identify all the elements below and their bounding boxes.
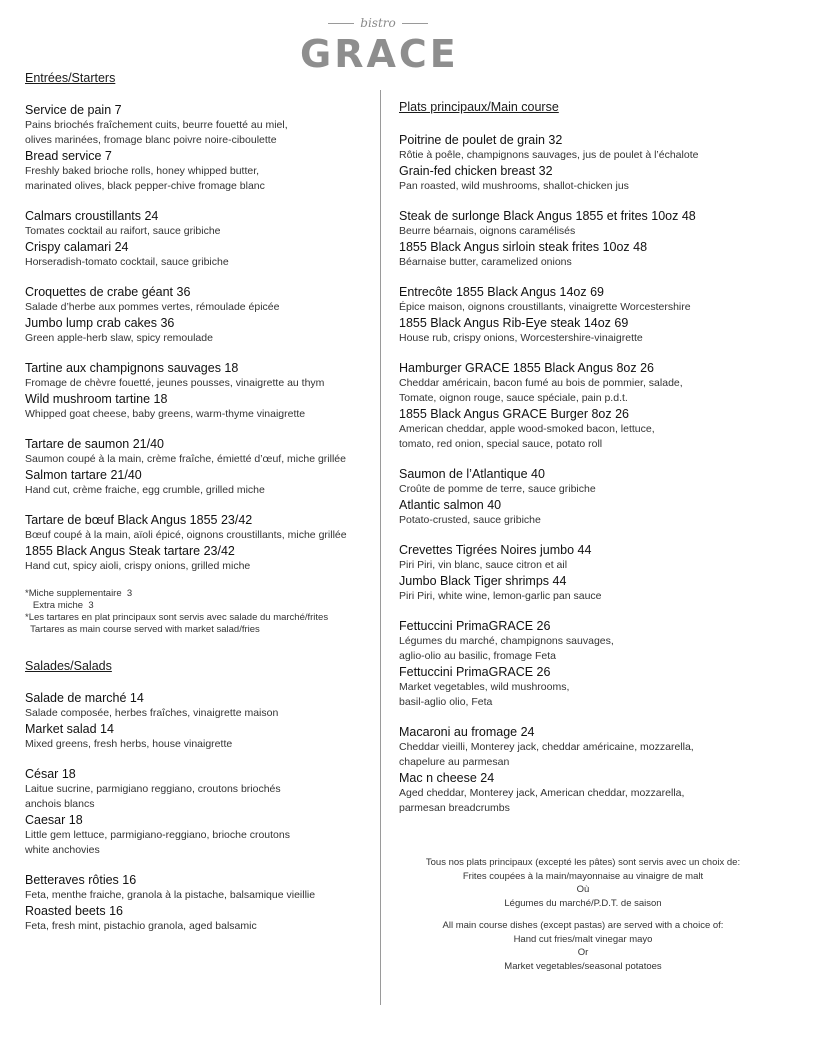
footnote-line-en: All main course dishes (except pastas) are served with a choice of:: [442, 920, 724, 931]
dish-description-fr: Saumon coupé à la main, crème fraîche, émietté d’œuf, miche grillée: [25, 453, 346, 465]
dish-title-fr: Tartare de saumon 21/40: [25, 437, 164, 451]
dish-title-en: Bread service 7: [25, 149, 112, 163]
dish-title-fr: Fettuccini PrimaGRACE 26: [399, 619, 551, 633]
dish-description-en: marinated olives, black pepper-chive fromage blanc: [25, 180, 265, 192]
dish-title-en: Atlantic salmon 40: [399, 498, 502, 512]
footnote-line-en: Hand cut fries/malt vinegar mayo: [513, 933, 653, 945]
note-line: Extra miche 3: [25, 600, 94, 611]
dish-description-en: Potato-crusted, sauce gribiche: [399, 514, 541, 526]
dish-description-en: Béarnaise butter, caramelized onions: [399, 256, 572, 268]
salads-list: [25, 690, 375, 934]
logo-script-text: bistro: [360, 16, 396, 30]
dish-description-en: Freshly baked brioche rolls, honey whipped butter,: [25, 165, 260, 177]
menu-item: [399, 360, 799, 452]
footnote-line-fr: Où: [576, 884, 590, 895]
dish-description-fr: Fromage de chèvre fouetté, jeunes pousses, vinaigrette au thym: [25, 377, 325, 389]
footnote-line-fr: Légumes du marché/P.D.T. de saison: [504, 897, 662, 909]
dish-title-fr: Entrecôte 1855 Black Angus 14oz 69: [399, 285, 605, 299]
dish-description-en: Little gem lettuce, parmigiano-reggiano, brioche croutons: [25, 829, 290, 841]
dish-title-en: 1855 Black Angus sirloin steak frites 10oz 48: [399, 240, 648, 254]
menu-item: [25, 436, 375, 498]
dish-title-en: Wild mushroom tartine 18: [25, 392, 168, 406]
dish-description-en: Feta, fresh mint, pistachio granola, aged balsamic: [25, 920, 257, 932]
starters-notes: [25, 588, 375, 636]
dish-description-en: Mixed greens, fresh herbs, house vinaigrette: [25, 738, 233, 750]
dish-description-fr: Épice maison, oignons croustillants, vinaigrette Worcestershire: [399, 301, 691, 313]
dish-description-fr: Pains briochés fraîchement cuits, beurre fouetté au miel,: [25, 119, 288, 131]
menu-item: [25, 512, 375, 574]
dish-title-en: Fettuccini PrimaGRACE 26: [399, 665, 551, 679]
dish-description-en: Pan roasted, wild mushrooms, shallot-chicken jus: [399, 180, 629, 192]
dish-title-en: 1855 Black Angus GRACE Burger 8oz 26: [399, 407, 629, 421]
dish-title-en: Caesar 18: [25, 813, 83, 827]
dish-description-en: House rub, crispy onions, Worcestershire-vinaigrette: [399, 332, 643, 344]
dish-description-en: Horseradish-tomato cocktail, sauce gribiche: [25, 256, 229, 268]
menu-item: [25, 360, 375, 422]
starters-list: [25, 102, 375, 574]
dish-description-fr: Laitue sucrine, parmigiano reggiano, croutons briochés: [25, 783, 281, 795]
dish-title-en: 1855 Black Angus Steak tartare 23/42: [25, 544, 235, 558]
note-line: *Les tartares en plat principaux sont servis avec salade du marché/frites: [25, 612, 329, 623]
dish-title-fr: Macaroni au fromage 24: [399, 725, 535, 739]
salads-heading: Salades/Salads: [25, 659, 112, 673]
menu-item: [399, 132, 799, 194]
dish-title-fr: Croquettes de crabe géant 36: [25, 285, 191, 299]
dish-description-en: American cheddar, apple wood-smoked bacon, lettuce,: [399, 423, 655, 435]
logo-name: GRACE: [300, 32, 459, 76]
dish-description-fr: Croûte de pomme de terre, sauce gribiche: [399, 483, 596, 495]
dish-description-fr: olives marinées, fromage blanc poivre noire-ciboulette: [25, 134, 277, 146]
menu-item: [399, 724, 799, 816]
note-line: Tartares as main course served with market salad/fries: [25, 624, 260, 635]
dish-description-en: basil-aglio olio, Feta: [399, 696, 493, 708]
menu-item: [399, 618, 799, 710]
dish-description-en: Hand cut, crème fraiche, egg crumble, grilled miche: [25, 484, 265, 496]
menu-item: [399, 208, 799, 270]
dish-description-en: Green apple-herb slaw, spicy remoulade: [25, 332, 213, 344]
menu-item: [399, 466, 799, 528]
dish-description-fr: Tomate, oignon rouge, sauce spéciale, pain p.d.t.: [399, 392, 628, 404]
dish-description-en: Whipped goat cheese, baby greens, warm-thyme vinaigrette: [25, 408, 306, 420]
starters-heading: Entrées/Starters: [25, 71, 116, 85]
dish-title-fr: Poitrine de poulet de grain 32: [399, 133, 563, 147]
footnote-line-en: Or: [577, 947, 589, 958]
menu-item: [399, 542, 799, 604]
dish-description-en: Piri Piri, white wine, lemon-garlic pan sauce: [399, 590, 602, 602]
menu-item: [25, 284, 375, 346]
dish-description-en: Hand cut, spicy aioli, crispy onions, grilled miche: [25, 560, 251, 572]
dish-description-fr: Cheddar vieilli, Monterey jack, cheddar américaine, mozzarella,: [399, 741, 694, 753]
note-line: *Miche supplementaire 3: [25, 588, 133, 599]
dish-title-en: 1855 Black Angus Rib-Eye steak 14oz 69: [399, 316, 629, 330]
dish-title-fr: Tartare de bœuf Black Angus 1855 23/42: [25, 513, 253, 527]
footnote-line-en: Market vegetables/seasonal potatoes: [504, 960, 662, 972]
mains-list: [399, 132, 799, 816]
dish-description-en: parmesan breadcrumbs: [399, 802, 510, 814]
dish-description-en: tomato, red onion, special sauce, potato roll: [399, 438, 603, 450]
dish-description-en: white anchovies: [25, 844, 100, 856]
menu-item: [25, 208, 375, 270]
sides-footnote: [400, 856, 766, 973]
dish-title-en: Market salad 14: [25, 722, 114, 736]
dish-title-fr: Steak de surlonge Black Angus 1855 et frites 10oz 48: [399, 209, 696, 223]
dish-title-fr: Betteraves rôties 16: [25, 873, 137, 887]
menu-item: [25, 102, 375, 194]
dish-title-en: Crispy calamari 24: [25, 240, 129, 254]
dish-title-en: Salmon tartare 21/40: [25, 468, 142, 482]
menu-item: [25, 766, 375, 858]
logo-script-line: [300, 14, 456, 32]
logo-rule-left: [328, 23, 354, 24]
dish-title-fr: Service de pain 7: [25, 103, 122, 117]
dish-title-en: Jumbo lump crab cakes 36: [25, 316, 175, 330]
dish-description-fr: Cheddar américain, bacon fumé au bois de pommier, salade,: [399, 377, 683, 389]
dish-title-en: Jumbo Black Tiger shrimps 44: [399, 574, 567, 588]
dish-description-fr: Rôtie à poêle, champignons sauvages, jus de poulet à l’échalote: [399, 149, 699, 161]
column-divider: [380, 90, 381, 1005]
dish-description-en: Market vegetables, wild mushrooms,: [399, 681, 570, 693]
dish-title-en: Grain-fed chicken breast 32: [399, 164, 553, 178]
dish-description-fr: chapelure au parmesan: [399, 756, 510, 768]
dish-description-fr: aglio-olio au basilic, fromage Feta: [399, 650, 556, 662]
dish-title-fr: César 18: [25, 767, 76, 781]
dish-title-fr: Saumon de l’Atlantique 40: [399, 467, 545, 481]
footnote-line-fr: Frites coupées à la main/mayonnaise au vinaigre de malt: [462, 870, 704, 882]
dish-description-en: Aged cheddar, Monterey jack, American cheddar, mozzarella,: [399, 787, 685, 799]
dish-title-fr: Calmars croustillants 24: [25, 209, 159, 223]
dish-title-fr: Crevettes Tigrées Noires jumbo 44: [399, 543, 592, 557]
dish-title-en: Mac n cheese 24: [399, 771, 495, 785]
dish-description-fr: Tomates cocktail au raifort, sauce gribiche: [25, 225, 221, 237]
dish-description-fr: Feta, menthe fraiche, granola à la pistache, balsamique vieillie: [25, 889, 316, 901]
dish-title-fr: Tartine aux champignons sauvages 18: [25, 361, 239, 375]
left-column: [25, 70, 375, 934]
menu-item: [25, 690, 375, 752]
dish-title-fr: Hamburger GRACE 1855 Black Angus 8oz 26: [399, 361, 654, 375]
dish-description-fr: Salade d’herbe aux pommes vertes, rémoulade épicée: [25, 301, 280, 313]
dish-description-fr: anchois blancs: [25, 798, 95, 810]
dish-title-en: Roasted beets 16: [25, 904, 123, 918]
dish-description-fr: Bœuf coupé à la main, aïoli épicé, oignons croustillants, miche grillée: [25, 529, 347, 541]
dish-description-fr: Légumes du marché, champignons sauvages,: [399, 635, 614, 647]
menu-item: [25, 872, 375, 934]
menu-item: [399, 284, 799, 346]
dish-description-fr: Beurre béarnais, oignons caramélisés: [399, 225, 576, 237]
footnote-line-fr: Tous nos plats principaux (excepté les pâtes) sont servis avec un choix de:: [425, 857, 741, 868]
right-column: [399, 99, 799, 816]
dish-description-fr: Salade composée, herbes fraîches, vinaigrette maison: [25, 707, 279, 719]
logo-rule-right: [402, 23, 428, 24]
mains-heading: Plats principaux/Main course: [399, 100, 559, 114]
dish-description-fr: Piri Piri, vin blanc, sauce citron et ail: [399, 559, 568, 571]
dish-title-fr: Salade de marché 14: [25, 691, 144, 705]
